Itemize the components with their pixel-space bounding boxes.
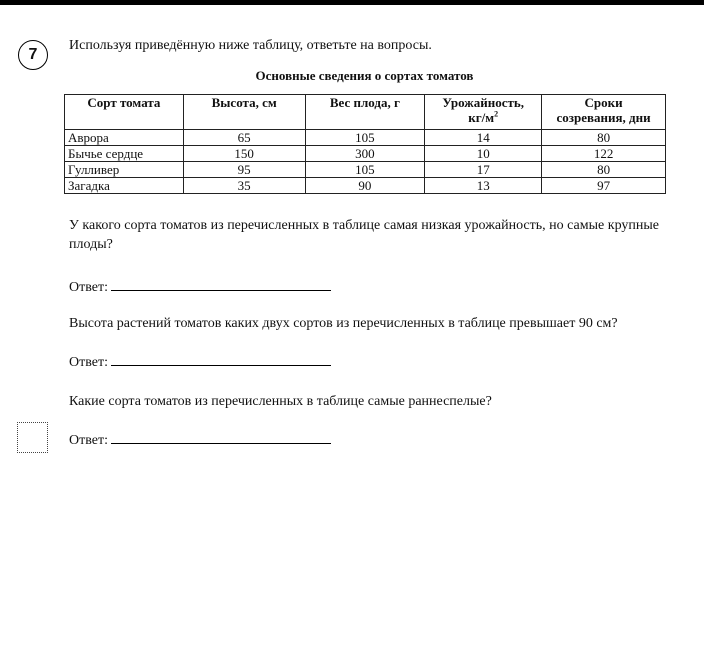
cell-weight: 300 [305,146,425,162]
score-box[interactable] [17,422,48,453]
answer-label: Ответ: [69,355,108,370]
answer-label: Ответ: [69,280,108,295]
answer-label: Ответ: [69,433,108,448]
cell-variety: Загадка [65,178,184,194]
table-header-row [65,95,666,130]
cell-ripening: 80 [542,130,666,146]
top-border [0,0,704,5]
header-ripening: Сроки созревания, дни [542,95,666,130]
header-variety: Сорт томата [65,95,184,130]
cell-variety: Гулливер [65,162,184,178]
answer-2 [69,352,331,371]
answer-3-line[interactable] [111,430,331,444]
cell-height: 65 [183,130,305,146]
cell-height: 95 [183,162,305,178]
cell-ripening: 122 [542,146,666,162]
header-weight: Вес плода, г [305,95,425,130]
cell-weight: 105 [305,162,425,178]
cell-yield: 14 [425,130,542,146]
cell-yield: 13 [425,178,542,194]
cell-height: 150 [183,146,305,162]
table-row [65,162,666,178]
header-yield: Урожайность, $кг/м^2$ [425,95,542,130]
answer-2-line[interactable] [111,352,331,366]
cell-weight: 105 [305,130,425,146]
question-1-text: У какого сорта томатов из перечисленных в таблице самая низкая урожайность, но самые крупные плоды? [69,218,659,252]
answer-3 [69,430,331,449]
table-row [65,178,666,194]
table-row [65,130,666,146]
question-number-badge: 7 [18,40,48,70]
cell-ripening: 80 [542,162,666,178]
header-height: Высота, см [183,95,305,130]
question-2-text: Высота растений томатов каких двух сортов из перечисленных в таблице превышает 90 см? [69,316,618,331]
cell-variety: Бычье сердце [65,146,184,162]
question-3-text: Какие сорта томатов из перечисленных в таблице самые раннеспелые? [69,394,492,409]
answer-1 [69,277,331,296]
tomato-table [64,94,666,194]
cell-variety: Аврора [65,130,184,146]
table-title: Основные сведения о сортах томатов [255,68,474,83]
cell-yield: 10 [425,146,542,162]
cell-yield: 17 [425,162,542,178]
answer-1-line[interactable] [111,277,331,291]
cell-weight: 90 [305,178,425,194]
cell-ripening: 97 [542,178,666,194]
cell-height: 35 [183,178,305,194]
table-row [65,146,666,162]
task-intro: Используя приведённую ниже таблицу, ответьте на вопросы. [69,38,432,53]
